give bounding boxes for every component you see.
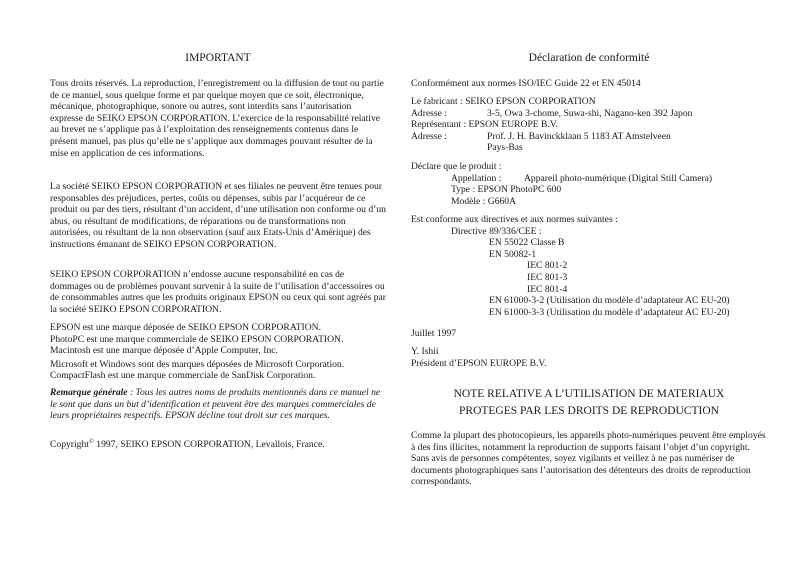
standard-en61000-3-3: EN 61000-3-3 (Utilisation du modèle d’adaptateur AC EU-20) — [489, 306, 730, 318]
declares-line: Déclare que le produit : — [411, 161, 502, 172]
copyright-word: Copyright — [50, 439, 89, 450]
note-title-line-2: PROTEGES PAR LES DROITS DE REPRODUCTION — [459, 405, 719, 417]
representative-address-row — [411, 131, 767, 154]
standard-en61000-3-2: EN 61000-3-2 (Utilisation du modèle d’adaptateur AC EU-20) — [489, 295, 730, 307]
compliance-line: Est conforme aux directives et aux normes suivantes : — [411, 214, 618, 225]
product-model: Modèle : G660A — [451, 195, 517, 207]
signer-name: Y. Ishii — [411, 346, 439, 357]
standard-iec801-4: IEC 801-4 — [527, 283, 568, 295]
important-heading: IMPORTANT — [185, 52, 251, 64]
rights-paragraph: Tous droits réservés. La reproduction, l’enregistrement ou la diffusion de tout ou partie de ce manuel, sous quelque forme et par quelque moyen que ce soit, électronique, mécanique, photographique, sonore ou autres, sont interdits sans l’autorisation expresse de SEIKO EPSON CORPORATION. L’exercice de la responsabilité relative au brevet ne s’applique pas à l’exploitation des renseignements contenus dans le présent manuel, pas plus qu’elle ne s’applique aux dommages pouvant résulter de la mise en application de ces informations. — [50, 78, 384, 159]
standard-iec801-2: IEC 801-2 — [527, 260, 568, 272]
trademarks-block — [50, 322, 386, 382]
standard-en50082: EN 50082-1 — [489, 248, 537, 260]
address-label: Adresse : — [411, 107, 447, 119]
signer-block — [411, 346, 767, 369]
trademark-macintosh: Macintosh est une marque déposée d’Apple Computer, Inc. — [50, 345, 278, 357]
copyright-symbol: © — [88, 438, 94, 445]
copyright-text: 1997, SEIKO EPSON CORPORATION, Levallois, France. — [93, 439, 325, 450]
manufacturer-line: Le fabricant : SEIKO EPSON CORPORATION — [411, 96, 596, 107]
declaration-heading: Déclaration de conformité — [528, 52, 650, 64]
representative-line: Représentant : EPSON EUROPE B.V. — [411, 119, 558, 131]
general-remark — [50, 387, 386, 422]
copyright-note-heading — [411, 386, 767, 420]
trademark-compactflash: CompactFlash est une marque commerciale de SanDisk Corporation. — [50, 370, 316, 382]
product-type: Type : EPSON PhotoPC 600 — [451, 184, 562, 196]
directive-line: Directive 89/336/CEE : — [451, 225, 542, 237]
trademark-photopc: PhotoPC est une marque commerciale de SEIKO EPSON CORPORATION. — [50, 333, 344, 345]
product-block — [411, 161, 767, 207]
appellation-row — [411, 173, 767, 185]
standard-iec801-3: IEC 801-3 — [527, 271, 568, 283]
accessories-paragraph: SEIKO EPSON CORPORATION n’endosse aucune responsabilité en cas de dommages ou de problèmes pouvant survenir à la suite de l’utilisation d’accessoires ou de consommables autres que les produits originaux EPSON ou ceux qui sont agréés par la société SEIKO EPSON CORPORATION. — [50, 269, 386, 315]
liability-paragraph: La société SEIKO EPSON CORPORATION et ses filiales ne peuvent être tenues pour responsables des préjudices, pertes, coûts ou dépenses, subis par l’acquéreur de ce produit ou par des tiers, résultant d’un accident, d’une utilisation non conforme ou d’un abus, ou résultant de modifications, de réparations ou de transformations non autorisées, ou résultant de la non observation (sauf aux Etats-Unis d’Amérique) des instructions émanant de SEIKO EPSON CORPORATION. — [50, 181, 386, 250]
remark-label: Remarque générale — [50, 387, 128, 398]
signer-title: Président d’EPSON EUROPE B.V. — [411, 357, 547, 369]
trademark-microsoft: Microsoft et Windows sont des marques déposées de Microsoft Corporation. — [50, 358, 345, 370]
address-line-2: Pays-Bas — [487, 142, 523, 154]
trademark-epson: EPSON est une marque déposée de SEIKO EPSON CORPORATION. — [50, 322, 322, 333]
address-label: Adresse : — [411, 130, 447, 142]
manufacturer-address-row — [411, 108, 767, 120]
address-value: 3-5, Owa 3-chome, Suwa-shi, Nagano-ken 392 Japon — [487, 107, 693, 119]
appellation-label: Appellation : — [451, 172, 502, 184]
address-value — [487, 131, 671, 154]
copyright-note-text: Comme la plupart des photocopieurs, les appareils photo-numériques peuvent être employés à des fins illicites, notamment la reproduction de supports faisant l’objet d’un copyright. Sans avis de personnes compétentes, soyez vigilants et veillez à ne pas numériser de documents photographiques sans l’autorisation des détenteurs des droits de reproduction correspondants. — [411, 430, 766, 488]
standard-en55022: EN 55022 Classe B — [489, 237, 565, 249]
standards-block — [411, 214, 767, 318]
conformity-standards: Conformément aux normes ISO/IEC Guide 22 et EN 45014 — [411, 78, 641, 89]
manufacturer-block — [411, 96, 767, 154]
note-title-line-1: NOTE RELATIVE A L’UTILISATION DE MATERIAUX — [453, 388, 725, 400]
address-line-1: Prof. J. H. Bavinckklaan 5 1183 AT Amstelveen — [487, 130, 671, 142]
copyright-line — [50, 439, 386, 451]
declaration-date: Juillet 1997 — [411, 328, 457, 339]
appellation-value: Appareil photo-numérique (Digital Still Camera) — [524, 172, 713, 184]
remark-text: : Tous les autres noms de produits mentionnés dans ce manuel ne le sont que dans un but d’identification et peuvent être des marques commerciales de leurs propriétaires respectifs. EPSON décline tout droit sur ces marques. — [50, 387, 381, 422]
